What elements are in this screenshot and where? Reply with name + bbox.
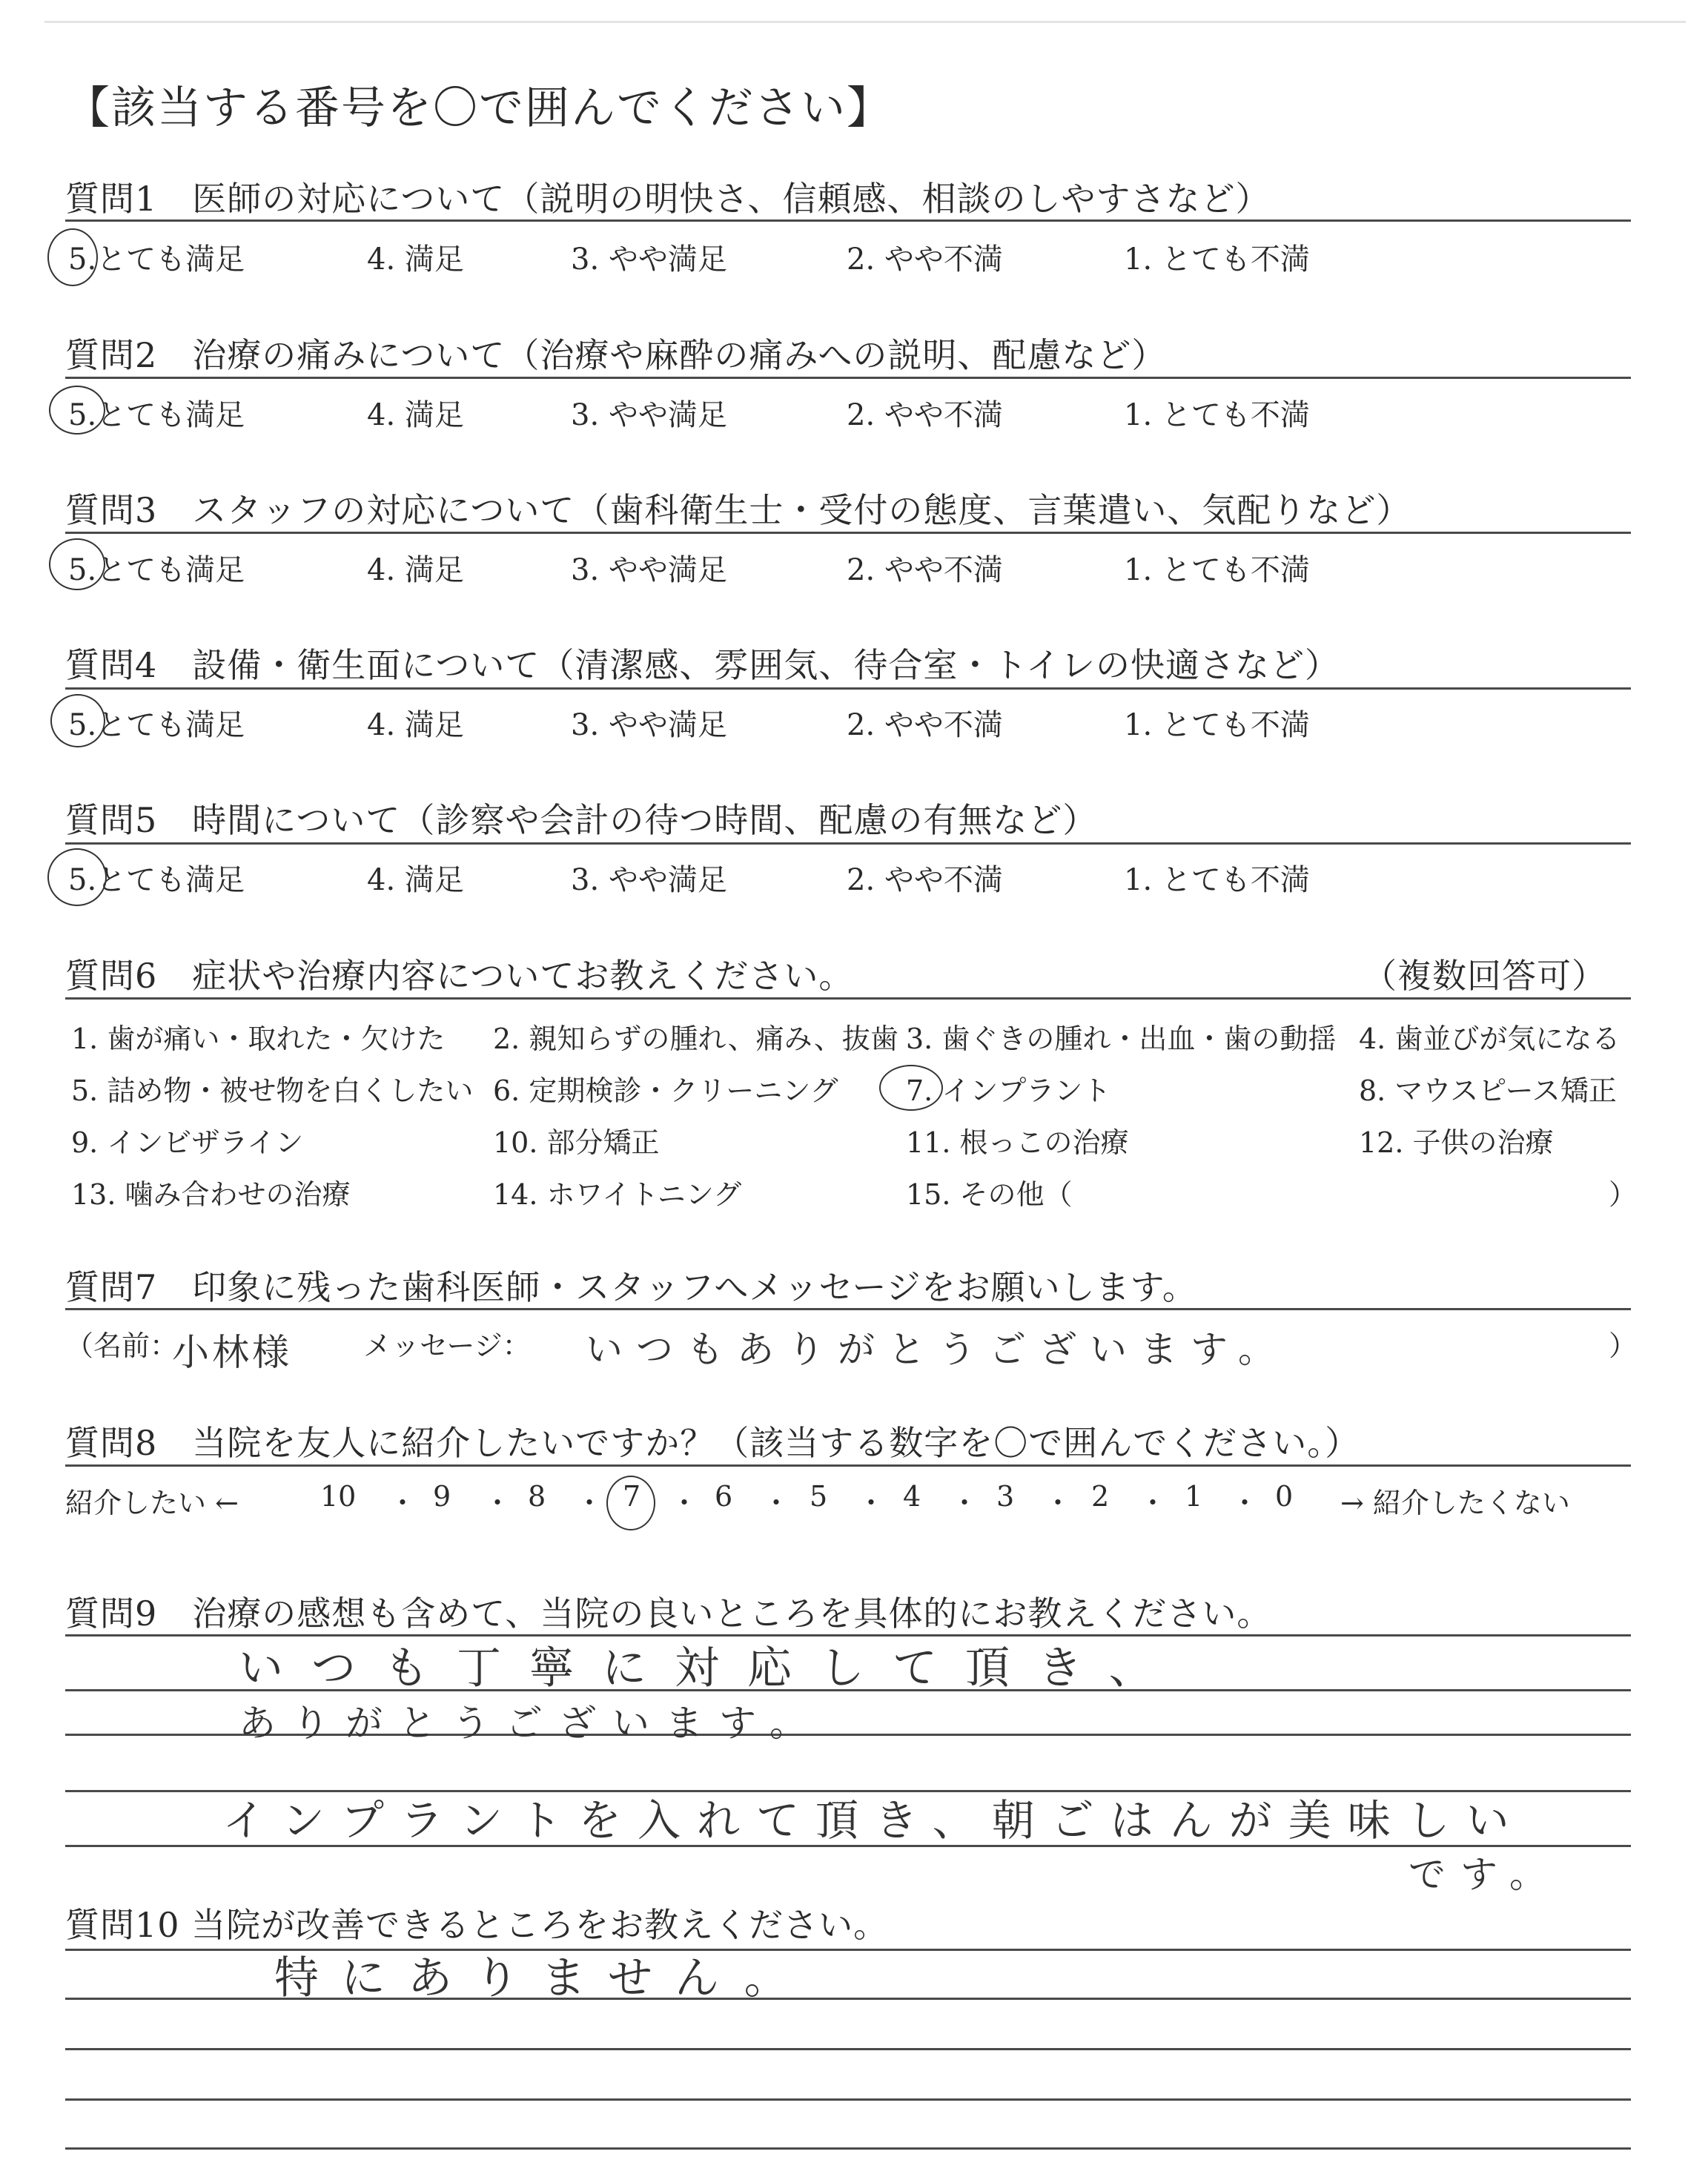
scale-dot: ・ (1231, 1487, 1260, 1519)
q6-item-6[interactable]: 6. 定期検診・クリーニング (493, 1074, 838, 1107)
option-text: とても満足 (96, 553, 245, 587)
q5-option-3[interactable]: 3. やや満足 (571, 863, 727, 897)
form-title: 【該当する番号を〇で囲んでください】 (65, 82, 893, 134)
scale-2[interactable]: 2 (1091, 1480, 1110, 1513)
q5-option-4[interactable]: 4. 満足 (367, 863, 464, 897)
q1-option-1[interactable]: 1. とても不満 (1124, 242, 1310, 277)
selection-circle (49, 538, 105, 590)
q1-option-4[interactable]: 4. 満足 (367, 242, 464, 277)
option-text: とても満足 (96, 708, 245, 742)
answer-line (65, 2098, 1631, 2101)
scale-10[interactable]: 10 (320, 1480, 357, 1513)
q3-option-2[interactable]: 2. やや不満 (847, 553, 1003, 587)
scale-dot: ・ (575, 1487, 604, 1519)
q6-item-8[interactable]: 8. マウスピース矯正 (1359, 1074, 1617, 1107)
divider (65, 377, 1631, 379)
answer-line (65, 2048, 1631, 2050)
scale-4[interactable]: 4 (903, 1480, 921, 1513)
scale-9[interactable]: 9 (433, 1480, 451, 1513)
scale-1[interactable]: 1 (1185, 1480, 1203, 1513)
recommend-right-label: → 紹介したくない (1340, 1487, 1570, 1519)
divider (65, 532, 1631, 534)
selection-circle (50, 694, 105, 747)
q3-option-4[interactable]: 4. 満足 (367, 553, 464, 587)
question-10-label: 質問10 当院が改善できるところをお教えください。 (65, 1905, 889, 1945)
q4-option-3[interactable]: 3. やや満足 (571, 708, 727, 742)
q1-option-3[interactable]: 3. やや満足 (571, 242, 727, 277)
divider (65, 219, 1631, 222)
scale-dot: ・ (670, 1487, 699, 1519)
message-handwritten[interactable]: いつもありがとうございます。 (586, 1328, 1288, 1371)
q6-other-close: ） (1609, 1178, 1638, 1211)
scale-dot: ・ (762, 1487, 791, 1519)
selection-circle (49, 386, 105, 435)
divider (65, 842, 1631, 845)
q6-item-11[interactable]: 11. 根っこの治療 (906, 1126, 1129, 1159)
q9-answer-line-1[interactable]: いつも丁寧に対応して頂き、 (239, 1642, 1182, 1694)
option-number: 5. (68, 398, 97, 432)
q6-item-9[interactable]: 9. インビザライン (71, 1126, 304, 1159)
question-9-label: 質問9 治療の感想も含めて、当院の良いところを具体的にお教えください。 (65, 1593, 1272, 1634)
divider (65, 687, 1631, 690)
q6-item-1[interactable]: 1. 歯が痛い・取れた・欠けた (71, 1023, 446, 1055)
scale-8[interactable]: 8 (528, 1480, 546, 1513)
selection-circle (606, 1476, 655, 1530)
message-label: メッセージ： (363, 1330, 531, 1362)
message-close: ） (1609, 1330, 1638, 1362)
q6-item-5[interactable]: 5. 詰め物・被せ物を白くしたい (71, 1074, 474, 1107)
name-label: （名前： (65, 1330, 179, 1362)
question-3-label: 質問3 スタッフの対応について（歯科衛生士・受付の態度、言葉遣い、気配りなど） (65, 490, 1411, 530)
divider (65, 997, 1631, 1000)
option-number: 5. (68, 242, 97, 277)
recommend-scale (320, 1477, 1299, 1519)
question-8-label: 質問8 当院を友人に紹介したいですか？（該当する数字を〇で囲んでください。） (65, 1423, 1360, 1463)
question-5-label: 質問5 時間について（診察や会計の待つ時間、配慮の有無など） (65, 800, 1098, 840)
q6-item-7[interactable]: 7. インプラント (906, 1074, 1111, 1107)
q2-option-3[interactable]: 3. やや満足 (571, 398, 727, 432)
q1-option-2[interactable]: 2. やや不満 (847, 242, 1003, 277)
question-6-label: 質問6 症状や治療内容についてお教えください。 (65, 956, 854, 996)
q6-item-10[interactable]: 10. 部分矯正 (493, 1126, 660, 1159)
selection-circle (47, 228, 98, 286)
q5-option-1[interactable]: 1. とても不満 (1124, 863, 1310, 897)
answer-line (65, 2147, 1631, 2150)
q4-option-2[interactable]: 2. やや不満 (847, 708, 1003, 742)
q9-answer-line-4[interactable]: です。 (1409, 1853, 1561, 1896)
q6-item-15[interactable]: 15. その他（ (906, 1178, 1073, 1211)
scale-dot: ・ (1044, 1487, 1073, 1519)
scale-5[interactable]: 5 (810, 1480, 828, 1513)
q2-option-2[interactable]: 2. やや不満 (847, 398, 1003, 432)
q6-item-13[interactable]: 13. 噛み合わせの治療 (71, 1178, 351, 1211)
q4-option-4[interactable]: 4. 満足 (367, 708, 464, 742)
recommend-left-label: 紹介したい ← (65, 1487, 239, 1519)
scale-dot: ・ (1139, 1487, 1168, 1519)
name-handwritten[interactable]: 小林様 (172, 1331, 292, 1374)
q6-item-14[interactable]: 14. ホワイトニング (493, 1178, 742, 1211)
scale-dot: ・ (388, 1487, 417, 1519)
question-7-label: 質問7 印象に残った歯科医師・スタッフへメッセージをお願いします。 (65, 1267, 1197, 1307)
q5-option-2[interactable]: 2. やや不満 (847, 863, 1003, 897)
q4-option-1[interactable]: 1. とても不満 (1124, 708, 1310, 742)
q9-answer-line-2[interactable]: ありがとうございます。 (239, 1702, 823, 1745)
selection-circle (47, 848, 107, 906)
scale-dot: ・ (483, 1487, 512, 1519)
option-text: とても満足 (96, 242, 245, 277)
question-2-label: 質問2 治療の痛みについて（治療や麻酔の痛みへの説明、配慮など） (65, 335, 1167, 375)
question-4-label: 質問4 設備・衛生面について（清潔感、雰囲気、待合室・トイレの快適さなど） (65, 645, 1340, 685)
option-number: 5. (68, 863, 97, 897)
scale-7[interactable]: 7 (623, 1480, 641, 1513)
option-text: とても満足 (96, 398, 245, 432)
option-number: 5. (68, 708, 97, 742)
option-text: とても満足 (96, 863, 245, 897)
question-1-label: 質問1 医師の対応について（説明の明快さ、信頼感、相談のしやすさなど） (65, 179, 1271, 219)
selection-circle (879, 1065, 943, 1111)
q6-item-3[interactable]: 3. 歯ぐきの腫れ・出血・歯の動揺 (906, 1023, 1337, 1055)
q3-option-1[interactable]: 1. とても不満 (1124, 553, 1310, 587)
scale-6[interactable]: 6 (715, 1480, 733, 1513)
q2-option-4[interactable]: 4. 満足 (367, 398, 464, 432)
q3-option-3[interactable]: 3. やや満足 (571, 553, 727, 587)
scale-dot: ・ (950, 1487, 979, 1519)
q6-item-2[interactable]: 2. 親知らずの腫れ、痛み、抜歯 (493, 1023, 898, 1055)
scale-dot: ・ (857, 1487, 886, 1519)
q6-item-4[interactable]: 4. 歯並びが気になる (1359, 1023, 1621, 1055)
scale-0[interactable]: 0 (1275, 1480, 1294, 1513)
q10-answer-line-1[interactable]: 特にありません。 (274, 1952, 811, 2004)
divider (65, 1308, 1631, 1310)
q2-option-1[interactable]: 1. とても不満 (1124, 398, 1310, 432)
q6-item-12[interactable]: 12. 子供の治療 (1359, 1126, 1554, 1159)
divider (65, 1464, 1631, 1467)
option-number: 5. (68, 553, 97, 587)
top-rule (44, 21, 1686, 23)
q9-answer-line-3[interactable]: インプラントを入れて頂き、朝ごはんが美味しい (222, 1795, 1526, 1846)
question-6-note: （複数回答可） (1363, 956, 1606, 996)
scale-3[interactable]: 3 (996, 1480, 1015, 1513)
